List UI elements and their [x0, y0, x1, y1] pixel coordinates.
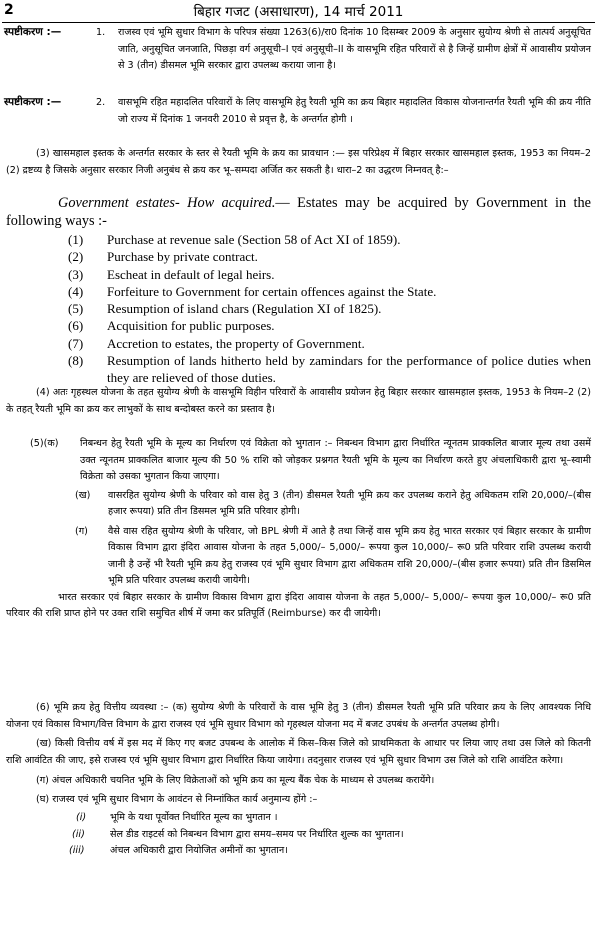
header-divider [2, 22, 595, 23]
clarification-text: राजस्व एवं भूमि सुधार विभाग के परिपत्र संख्या 1263(6)/रा0 दिनांक 10 दिसम्बर 2009 के अनुसार सुयोग्य श्रेणी से तात्पर्य अनुसूचित जाति, अनुसूचित जनजाति, पिछड़ा वर्ग अनुसूची–I एवं अनुसूची–II के वासभूमि रहित परिवारों से है जिन्हें ग्रामीण क्षेत्रों में आवासीय प्रयोजन से 3 (तीन) डीसमल भूमि सरकार द्वारा उपलब्ध कराया जाना है। [118, 27, 591, 71]
paragraph-5 [0, 436, 597, 623]
clarification-2 [0, 95, 597, 128]
page-number: 2 [4, 2, 14, 18]
list-item: (8) Resumption of lands hitherto held by zamindars for the performance of police duties when they are relieved of those duties. [68, 353, 591, 386]
clarification-number: 2. [96, 97, 106, 108]
gazette-title: बिहार गजट (असाधारण), 14 मार्च 2011 [193, 4, 404, 20]
paragraph-3 [0, 146, 597, 179]
list-item: (6) Acquisition for public purposes. [68, 318, 275, 334]
paragraph-text: (3) खासमहाल इस्तक के अन्तर्गत सरकार के स्तर से रैयती भूमि के क्रय का प्रावधान :— इस परिप्रेक्ष्य में बिहार सरकार खासमहाल इस्तक, 1953 का नियम–2 (2) द्रष्टव्य है जिसके अनुसार सरकार निजी अनुबंध से क्रय कर भू–सम्पदा अर्जित कर सकती है। धारा–2 का उद्धरण निम्नवत् है:– [6, 148, 591, 176]
sub-clause-ka: (5)(क) निबन्धन हेतु रैयती भूमि के मूल्य का निर्धारण एवं विक्रेता को भुगतान :– निबन्धन विभाग द्वारा निर्धारित न्यूनतम प्राक्कलित बाजार मूल्य तथा उसमें उक्त न्यूनतम प्राक्कलित बाजार मूल्य की 50 % राशि को जोड़कर प्रश्नगत रैयती भूमि के मूल्य का निर्धारण करते हुए अंचलाधिकारी द्वारा भू–स्वामी विक्रेता को उसका भुगतान किया जाएगा। [30, 438, 591, 482]
clarification-label: स्पष्टीकरण :— [4, 26, 62, 38]
clarification-label: स्पष्टीकरण :— [4, 96, 62, 108]
sub-clause-ga: (ग) वैसे वास रहित सुयोग्य श्रेणी के परिवार, जो BPL श्रेणी में आते है तथा जिन्हें वास भूमि क्रय हेतु भारत सरकार एवं बिहार सरकार के ग्रामीण विकास विभाग द्वारा इंदिरा आवास योजना के तहत 5,000/– 5,000/– रूपया कुल 10,000/– रू0 प्रति परिवार राशि उपलब्ध करायी जानी है उन्हें भी रैयती भूमि क्रय हेतु राजस्व एवं भूमि सुधार विभाग द्वारा अधिकतम राशि 20,000/–(बीस हजार रूपया) प्रति तीन डिसमिल भूमि प्रति परिवार उपलब्ध करायी जायेगी। [75, 525, 591, 586]
paragraph-6 [0, 700, 597, 860]
list-item: (3) Escheat in default of legal heirs. [68, 266, 275, 282]
clarification-number: 1. [96, 27, 106, 38]
sub-clause-gha: (घ) राजस्व एवं भूमि सुधार विभाग के आवंटन से निम्नांकित कार्य अनुमान्य होंगे :– [36, 793, 318, 805]
list-item: (2) Purchase by private contract. [68, 249, 258, 265]
paragraph-text: (4) अतः गृहस्थल योजना के तहत सुयोग्य श्रेणी के वासभूमि विहीन परिवारों के आवासीय प्रयोजन हेतु बिहार सरकार खासमहाल इस्तक, 1953 के नियम–2 (2) के तहत् रैयती भूमि का क्रय कर लाभुकों के साथ बन्दोबस्त करने का प्रस्ताव है। [6, 387, 591, 415]
page-header [0, 0, 597, 22]
sub-clause-kha: (ख) वासरहित सुयोग्य श्रेणी के परिवार को वास हेतु 3 (तीन) डीसमल रैयती भूमि क्रय कर उपलब्ध कराने हेतु अधिकतम राशि 20,000/–(बीस हजार रूपया) प्रति तीन डिसमल भूमि प्रति परिवार होगी। [75, 489, 591, 517]
list-item: (7) Accretion to estates, the property of Government. [68, 335, 365, 351]
sub-clause-ka: (6) भूमि क्रय हेतु वित्तीय व्यवस्था :– (क) सुयोग्य श्रेणी के परिवारों के वास भूमि हेतु 3 (तीन) डीसमल रैयती भूमि प्रति परिवार क्रय के लिए आवश्यक निधि योजना एवं विकास विभाग/वित्त विभाग के द्वारा राजस्व एवं भूमि सुधार विभाग को गृहस्थल योजना मद में बजट उपबंध के अन्तर्गत उपलब्ध होगी। [6, 702, 591, 730]
paragraph-4 [0, 385, 597, 418]
clarification-1 [0, 25, 597, 75]
paragraph-5-tail: भारत सरकार एवं बिहार सरकार के ग्रामीण विकास विभाग द्वारा इंदिरा आवास योजना के तहत 5,000/– 5,000/– रूपया कुल 10,000/– रू0 प्रति परिवार की राशि प्राप्त होने पर उक्त राशि समुचित शीर्ष में जमा कर प्रतिपूर्ति (Reimburse) कर दी जायेगी। [6, 591, 591, 619]
list-item: (5) Resumption of island chars (Regulation XI of 1825). [68, 301, 382, 317]
sub-clause-kha: (ख) किसी वित्तीय वर्ष में इस मद में किए गए बजट उपबन्ध के आलोक में किस–किस जिले को प्राथमिकता के आधार पर लिया जाए तथा उस जिले को कितनी राशि आवंटित की जाए, इसे राजस्व एवं भूमि सुधार विभाग द्वारा निर्धारित किया जायेगा। तदनुसार राजस्व एवं भूमि सुधार विभाग उस जिले को राशि आवंटित करेगा। [6, 738, 591, 766]
acquisition-list [0, 231, 597, 387]
list-item: (4) Forfeiture to Government for certain offences against the State. [68, 283, 437, 299]
list-item: (ii) सेल डीड राइटर्स को निबन्धन विभाग द्वारा समय–समय पर निर्धारित शुल्क का भुगतान। [72, 828, 404, 840]
english-extract [0, 195, 597, 387]
list-item: (iii) अंचल अधिकारी द्वारा नियोजित अमीनों का भुगतान। [69, 845, 288, 856]
extract-heading-italic: Government estates- How acquired. [58, 195, 276, 211]
extract-heading-rest: — Estates may be acquired by Government in the following ways :- [6, 195, 592, 229]
extract-heading [6, 195, 591, 230]
list-item: (i) भूमि के यथा पूर्वोक्त निर्धारित मूल्य का भुगतान । [76, 812, 278, 823]
clarification-text: वासभूमि रहित महादलित परिवारों के लिए वासभूमि हेतु रैयती भूमि का क्रय बिहार महादलित विकास योजनान्तर्गत रैयती भूमि की क्रय नीति जो राज्य में दिनांक 1 जनवरी 2010 से प्रवृत्त है, के अन्तर्गत होगी । [118, 97, 591, 125]
sub-clause-ga: (ग) अंचल अधिकारी चयनित भूमि के लिए विक्रेताओं को भूमि क्रय का मूल्य बैंक चेक के माध्यम से उपलब्ध करायेंगे। [36, 775, 435, 786]
list-item: (1) Purchase at revenue sale (Section 58 of Act XI of 1859). [68, 232, 401, 247]
